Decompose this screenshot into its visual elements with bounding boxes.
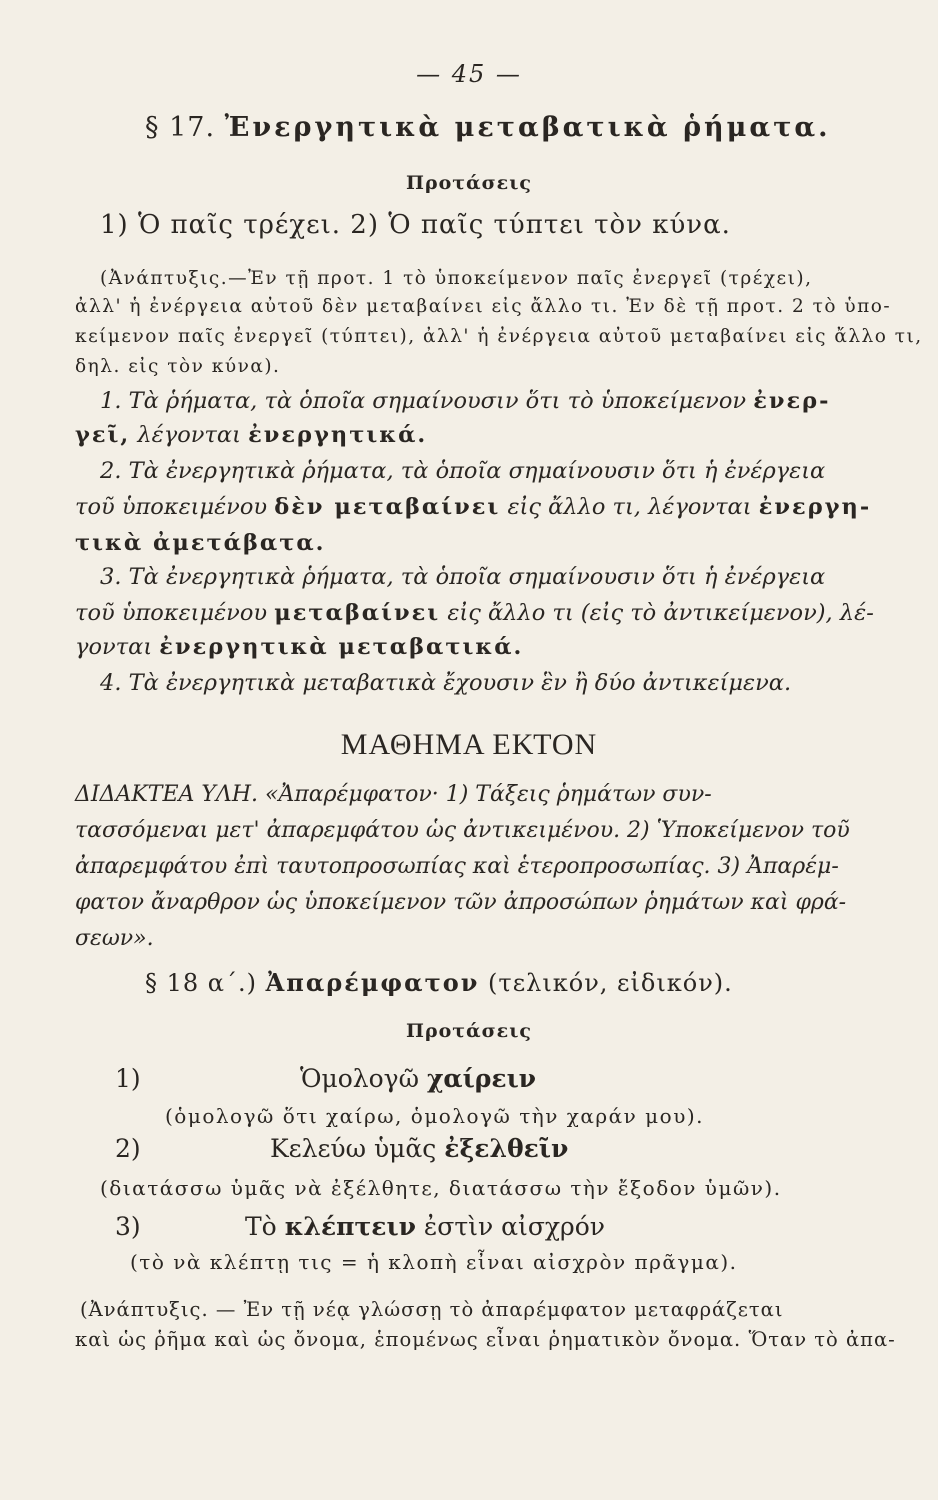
didaktea-line: σεων».	[75, 926, 154, 951]
rule-3-cont	[75, 600, 874, 626]
example-sentence	[270, 1134, 568, 1163]
example-bold: κλέπτειν	[284, 1212, 416, 1241]
didaktea-line: τασσόμεναι μετ' ἀπαρεμφάτου ὡς ἀντικειμένου. 2) Ὑποκείμενον τοῦ	[75, 818, 850, 843]
rule-2: 2. Τὰ ἐνεργητικὰ ῥήματα, τὰ ὁποῖα σημαίνουσιν ὅτι ἡ ἐνέργεια	[100, 458, 826, 484]
rule-text: τοῦ ὑποκειμένου	[75, 494, 268, 520]
rule-text: 1. Τὰ ῥήματα, τὰ ὁποῖα σημαίνουσιν ὅτι τὸ ὑποκείμενον	[100, 388, 747, 414]
analysis-line: καὶ ὡς ῥῆμα καὶ ὡς ὄνομα, ἑπομένως εἶναι ῥηματικὸν ὄνομα. Ὅταν τὸ ἀπα-	[75, 1328, 896, 1351]
rule-2-cont	[75, 530, 326, 556]
page-number: — 45 —	[416, 60, 522, 88]
analysis-line: δηλ. εἰς τὸν κύνα).	[75, 356, 281, 377]
didaktea-line: φατον ἄναρθρον ὡς ὑποκείμενον τῶν ἀπροσώπων ῥημάτων καὶ φρά-	[75, 890, 847, 915]
lesson-title: ΜΑΘΗΜΑ ΕΚΤΟΝ	[340, 728, 598, 761]
subheading-protaseis: Προτάσεις	[406, 1020, 532, 1042]
rule-2-cont	[75, 494, 871, 520]
section-title: Ἐνεργητικὰ μεταβατικὰ ῥήματα.	[224, 112, 831, 143]
analysis-line: (Ἀνάπτυξις.—Ἐν τῇ προτ. 1 τὸ ὑποκείμενον παῖς ἐνεργεῖ (τρέχει),	[100, 268, 813, 289]
rule-1	[100, 388, 831, 414]
analysis-line: κείμενον παῖς ἐνεργεῖ (τύπτει), ἀλλ' ἡ ἐνέργεια αὐτοῦ μεταβαίνει εἰς ἄλλο τι,	[75, 326, 923, 347]
example-gloss: (ὁμολογῶ ὅτι χαίρω, ὁμολογῶ τὴν χαράν μου).	[165, 1104, 705, 1128]
rule-bold: ἐνεργητικὰ μεταβατικά.	[159, 634, 524, 660]
rule-4: 4. Τὰ ἐνεργητικὰ μεταβατικὰ ἔχουσιν ἓν ἢ δύο ἀντικείμενα.	[100, 670, 792, 696]
section-18-heading	[145, 968, 733, 997]
rule-bold: τικὰ ἀμετάβατα.	[75, 530, 326, 556]
rule-bold: ἐνερ-	[753, 388, 831, 414]
section-title: Ἀπαρέμφατον	[265, 968, 480, 997]
analysis-line: ἀλλ' ἡ ἐνέργεια αὐτοῦ δὲν μεταβαίνει εἰς ἄλλο τι. Ἐν δὲ τῇ προτ. 2 τὸ ὑπο-	[75, 296, 892, 317]
rule-text: τοῦ ὑποκειμένου	[75, 600, 268, 626]
example-bold: ἐξελθεῖν	[444, 1134, 569, 1163]
analysis-line: (Ἀνάπτυξις. — Ἐν τῇ νέᾳ γλώσσῃ τὸ ἀπαρέμφατον μεταφράζεται	[80, 1298, 784, 1321]
rule-text: εἰς ἄλλο τι, λέγονται	[507, 494, 752, 520]
example-text: Τὸ	[245, 1212, 277, 1241]
rule-1-cont	[75, 422, 427, 448]
example-gloss: (τὸ νὰ κλέπτῃ τις = ἡ κλοπὴ εἶναι αἰσχρὸν πρᾶγμα).	[130, 1250, 738, 1274]
didaktea-line: ΔΙΔΑΚΤΕΑ ΥΛΗ. «Ἀπαρέμφατον· 1) Τάξεις ῥημάτων συν-	[75, 782, 712, 807]
section-subtitle: (τελικόν, εἰδικόν).	[488, 969, 733, 997]
rule-bold: ἐνεργη-	[758, 494, 872, 520]
example-bold: χαίρειν	[426, 1064, 537, 1093]
example-text: ἐστὶν αἰσχρόν	[423, 1212, 605, 1241]
example-gloss: (διατάσσω ὑμᾶς νὰ ἐξέλθητε, διατάσσω τὴν ἔξοδον ὑμῶν).	[100, 1176, 782, 1200]
rule-text: εἰς ἄλλο τι (εἰς τὸ ἀντικείμενον), λέ-	[447, 600, 874, 626]
rule-bold: ἐνεργητικά.	[248, 422, 428, 448]
example-number: 3)	[115, 1212, 141, 1241]
subheading-protaseis: Προτάσεις	[406, 172, 532, 194]
example-number: 2)	[115, 1134, 141, 1163]
rule-text: λέγονται	[137, 422, 241, 448]
rule-bold: γεῖ,	[75, 422, 131, 448]
example-sentence	[300, 1064, 536, 1093]
example-number: 1)	[115, 1064, 141, 1093]
example-text: Ὁμολογῶ	[300, 1064, 420, 1093]
section-17-heading	[145, 112, 831, 143]
rule-bold: μεταβαίνει	[274, 600, 441, 626]
examples-line: 1) Ὁ παῖς τρέχει. 2) Ὁ παῖς τύπτει τὸν κύνα.	[100, 210, 731, 240]
rule-bold: δὲν μεταβαίνει	[274, 494, 501, 520]
didaktea-line: ἀπαρεμφάτου ἐπὶ ταυτοπροσωπίας καὶ ἑτεροπροσωπίας. 3) Ἀπαρέμ-	[75, 854, 839, 879]
rule-3: 3. Τὰ ἐνεργητικὰ ῥήματα, τὰ ὁποῖα σημαίνουσιν ὅτι ἡ ἐνέργεια	[100, 564, 826, 590]
section-mark: § 18 α΄.)	[145, 969, 257, 997]
section-mark: § 17.	[145, 112, 216, 143]
example-text: Κελεύω ὑμᾶς	[270, 1134, 437, 1163]
rule-text: γονται	[75, 634, 153, 660]
example-sentence	[245, 1212, 605, 1241]
rule-3-cont	[75, 634, 523, 660]
